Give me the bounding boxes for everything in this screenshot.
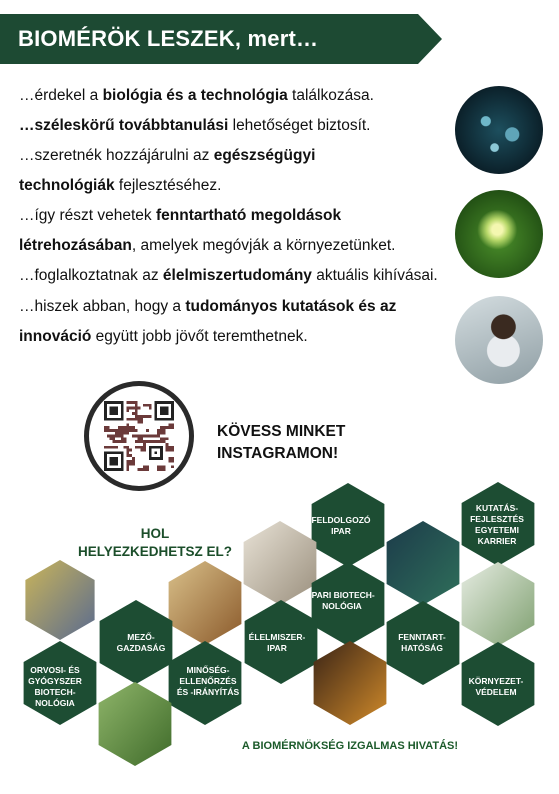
qr-module xyxy=(157,435,160,438)
qr-module xyxy=(126,401,129,404)
field-feldolgozo-ipar: FELDOLGOZÓ IPAR xyxy=(311,515,371,536)
qr-module xyxy=(104,426,107,429)
qr-module xyxy=(124,440,127,443)
header-banner xyxy=(0,14,442,64)
qr-module xyxy=(149,440,152,443)
qr-module xyxy=(126,465,129,468)
qr-module xyxy=(107,426,110,429)
qr-module xyxy=(124,446,127,449)
qr-module xyxy=(107,446,110,449)
qr-module xyxy=(118,435,121,438)
field-kornyezetvedelem: KÖRNYEZET-VÉDELEM xyxy=(468,676,524,697)
qr-module xyxy=(132,435,135,438)
qr-module xyxy=(140,415,143,418)
qr-module xyxy=(129,463,132,466)
qr-module xyxy=(163,440,166,443)
qr-module xyxy=(149,404,152,407)
qr-module xyxy=(126,463,129,466)
qr-module xyxy=(138,440,141,443)
qr-module xyxy=(135,429,138,432)
qr-module xyxy=(160,440,163,443)
qr-module xyxy=(115,432,118,435)
qr-module xyxy=(126,409,129,412)
qr-module xyxy=(115,446,118,449)
qr-module xyxy=(126,429,129,432)
qr-module xyxy=(149,435,152,438)
qr-module xyxy=(146,440,149,443)
qr-module xyxy=(140,440,143,443)
qr-module xyxy=(121,432,124,435)
qr-module xyxy=(163,432,166,435)
qr-module xyxy=(118,432,121,435)
reason-highlight: biológia és a technológia xyxy=(102,87,288,104)
reason-text: együtt jobb jövőt teremthetnek. xyxy=(91,328,308,345)
qr-module xyxy=(154,435,157,438)
qr-module xyxy=(132,401,135,404)
reason-text: …érdekel a xyxy=(19,87,103,104)
scientist-microscope-image xyxy=(455,296,543,384)
qr-module xyxy=(129,407,132,410)
qr-module xyxy=(129,401,132,404)
qr-module xyxy=(146,429,149,432)
instagram-qr-code[interactable] xyxy=(104,401,174,471)
qr-module xyxy=(104,446,107,449)
qr-module xyxy=(138,418,141,421)
field-kutatas-fejlesztes: KUTATÁS-FEJLESZTÉS EGYETEMI KARRIER xyxy=(470,503,524,546)
qr-module xyxy=(160,426,163,429)
qr-module xyxy=(163,426,166,429)
qr-module xyxy=(126,446,129,449)
reason-highlight: egészségügyi xyxy=(213,147,316,164)
qr-module xyxy=(132,407,135,410)
qr-module xyxy=(135,435,138,438)
qr-module xyxy=(118,440,121,443)
qr-module xyxy=(146,435,149,438)
qr-module xyxy=(149,407,152,410)
reasons-list xyxy=(19,81,439,352)
reason-text: aktuális kihívásai. xyxy=(311,267,438,284)
qr-module xyxy=(135,401,138,404)
reason-text: …így részt vehetek xyxy=(19,207,156,224)
field-ipari-biotechnologia: IPARI BIOTECH-NOLÓGIA xyxy=(309,590,375,611)
reason-text: lehetőséget biztosít. xyxy=(228,117,371,134)
reason-line xyxy=(19,292,439,322)
reason-line xyxy=(19,141,439,171)
qr-module xyxy=(168,423,171,426)
qr-module xyxy=(126,468,129,471)
qr-module xyxy=(126,407,129,410)
qr-module xyxy=(146,468,149,471)
qr-module xyxy=(121,437,124,440)
qr-module xyxy=(160,437,163,440)
reason-line xyxy=(19,111,439,141)
qr-module xyxy=(115,440,118,443)
tagline: A BIOMÉRNÖKSÉG IZGALMAS HIVATÁS! xyxy=(241,740,459,752)
qr-module xyxy=(143,435,146,438)
qr-module xyxy=(121,429,124,432)
qr-module xyxy=(126,418,129,421)
reason-text: …hiszek abban, hogy a xyxy=(19,298,186,315)
qr-module xyxy=(115,429,118,432)
qr-module xyxy=(110,437,113,440)
qr-module xyxy=(140,418,143,421)
qr-module xyxy=(121,435,124,438)
reason-highlight: tudományos kutatások és az xyxy=(185,298,397,315)
qr-module xyxy=(160,429,163,432)
qr-module xyxy=(132,412,135,415)
field-mezogazdasag: MEZŐ-GAZDASÁG xyxy=(116,632,166,653)
qr-module xyxy=(157,429,160,432)
qr-module xyxy=(157,432,160,435)
qr-module xyxy=(132,429,135,432)
qr-module xyxy=(132,457,135,460)
qr-module xyxy=(135,407,138,410)
qr-module xyxy=(107,429,110,432)
field-elelmiszeripar: ÉLELMISZER-IPAR xyxy=(248,632,306,653)
reason-highlight: innováció xyxy=(19,328,92,345)
qr-module xyxy=(166,443,169,446)
qr-module xyxy=(132,463,135,466)
qr-module xyxy=(135,418,138,421)
qr-module xyxy=(157,465,160,468)
qr-module xyxy=(138,435,141,438)
hex-eco-photo xyxy=(462,562,535,646)
qr-module xyxy=(129,449,132,452)
plant-hand-image xyxy=(455,190,543,278)
reason-line xyxy=(19,266,439,286)
qr-module xyxy=(143,446,146,449)
qr-module xyxy=(168,449,171,452)
qr-module xyxy=(171,423,174,426)
reason-text: …foglalkoztatnak az xyxy=(19,267,163,284)
follow-instagram-text: KÖVESS MINKET INSTAGRAMON! xyxy=(217,423,346,462)
qr-module xyxy=(140,437,143,440)
qr-module xyxy=(138,421,141,424)
qr-module xyxy=(140,421,143,424)
reason-line xyxy=(19,171,439,201)
qr-module xyxy=(140,468,143,471)
reason-line xyxy=(19,81,439,111)
qr-module xyxy=(166,449,169,452)
field-fenntarthatosag: FENNTART-HATÓSÁG xyxy=(398,632,446,653)
reason-highlight: …széleskörű továbbtanulási xyxy=(19,117,229,134)
qr-module xyxy=(171,457,174,460)
reason-line xyxy=(19,201,439,231)
qr-module xyxy=(132,460,135,463)
qr-module xyxy=(154,440,157,443)
qr-module xyxy=(171,465,174,468)
qr-module xyxy=(163,465,166,468)
qr-module xyxy=(157,468,160,471)
virus-image xyxy=(455,86,543,174)
qr-module xyxy=(138,437,141,440)
reason-highlight: létrehozásában xyxy=(19,237,132,254)
qr-module xyxy=(163,429,166,432)
qr-module xyxy=(140,449,143,452)
reason-highlight: élelmiszertudomány xyxy=(162,267,312,284)
qr-module xyxy=(110,429,113,432)
qr-module xyxy=(143,449,146,452)
qr-module xyxy=(135,440,138,443)
qr-module xyxy=(126,432,129,435)
reason-highlight: technológiák xyxy=(19,177,115,194)
qr-module xyxy=(138,407,141,410)
hex-food-photo xyxy=(169,561,242,645)
qr-module xyxy=(126,426,129,429)
qr-module xyxy=(146,465,149,468)
reason-highlight: fenntartható megoldások xyxy=(155,207,342,224)
qr-module xyxy=(163,468,166,471)
qr-module xyxy=(121,440,124,443)
qr-module xyxy=(112,440,115,443)
qr-module xyxy=(168,446,171,449)
reason-line xyxy=(19,322,439,352)
reason-text: fejlesztéséhez. xyxy=(114,177,222,194)
qr-module xyxy=(171,460,174,463)
qr-module xyxy=(171,446,174,449)
qr-module xyxy=(146,404,149,407)
qr-module xyxy=(135,446,138,449)
qr-module xyxy=(126,451,129,454)
qr-module xyxy=(132,418,135,421)
qr-module xyxy=(121,426,124,429)
qr-module xyxy=(135,412,138,415)
qr-module xyxy=(126,423,129,426)
qr-module xyxy=(138,468,141,471)
qr-module xyxy=(152,435,155,438)
qr-module xyxy=(124,437,127,440)
qr-module xyxy=(143,440,146,443)
qr-module xyxy=(104,429,107,432)
qr-module xyxy=(166,437,169,440)
qr-module xyxy=(132,426,135,429)
qr-module xyxy=(124,426,127,429)
qr-module xyxy=(112,435,115,438)
reason-line xyxy=(19,231,439,261)
qr-module xyxy=(129,418,132,421)
qr-module xyxy=(160,468,163,471)
qr-module xyxy=(115,435,118,438)
qr-module xyxy=(143,404,146,407)
qr-module xyxy=(129,426,132,429)
hex-data-photo xyxy=(387,521,460,605)
qr-module xyxy=(118,429,121,432)
page-title: BIOMÉRÖK LESZEK, mert… xyxy=(18,26,319,51)
qr-module xyxy=(171,426,174,429)
hex-field-photo xyxy=(99,682,172,766)
qr-module xyxy=(160,465,163,468)
qr-module xyxy=(135,404,138,407)
qr-module xyxy=(157,440,160,443)
qr-module xyxy=(110,435,113,438)
qr-module xyxy=(110,446,113,449)
qr-module xyxy=(126,460,129,463)
field-minoseg: MINŐSÉG-ELLENŐRZÉS ÉS -IRÁNYÍTÁS xyxy=(176,665,240,697)
reason-text: …szeretnék hozzájárulni az xyxy=(19,147,214,164)
qr-module xyxy=(168,457,171,460)
qr-module xyxy=(140,446,143,449)
qr-module xyxy=(143,465,146,468)
qr-module xyxy=(138,446,141,449)
qr-module xyxy=(129,454,132,457)
qr-module xyxy=(140,435,143,438)
qr-module xyxy=(143,443,146,446)
qr-module xyxy=(129,460,132,463)
qr-module xyxy=(129,429,132,432)
qr-module xyxy=(166,426,169,429)
qr-module xyxy=(124,429,127,432)
qr-module xyxy=(107,435,110,438)
qr-module xyxy=(126,449,129,452)
qr-module xyxy=(138,415,141,418)
qr-module xyxy=(135,409,138,412)
reason-text: találkozása. xyxy=(287,87,374,104)
qr-module xyxy=(118,426,121,429)
qr-module xyxy=(160,432,163,435)
qr-module xyxy=(135,415,138,418)
qr-module xyxy=(112,429,115,432)
qr-module xyxy=(143,468,146,471)
qr-module xyxy=(166,446,169,449)
field-orvosi-biotechnologia: ORVOSI- ÉS GYÓGYSZER BIOTECH-NOLÓGIA xyxy=(28,665,82,708)
qr-module xyxy=(112,437,115,440)
qr-module xyxy=(163,437,166,440)
qr-module xyxy=(168,460,171,463)
hex-petri-photo xyxy=(25,560,94,640)
qr-module xyxy=(171,449,174,452)
qr-module xyxy=(152,440,155,443)
qr-module xyxy=(143,415,146,418)
qr-module xyxy=(168,426,171,429)
qr-module xyxy=(149,415,152,418)
qr-module xyxy=(124,432,127,435)
hex-beer-photo xyxy=(314,641,387,725)
reason-text: , amelyek megóvják a környezetünket. xyxy=(131,237,396,254)
qr-module xyxy=(126,454,129,457)
where-heading: HOL HELYEZKEDHETSZ EL? xyxy=(77,526,233,559)
qr-module xyxy=(112,446,115,449)
qr-module xyxy=(146,415,149,418)
